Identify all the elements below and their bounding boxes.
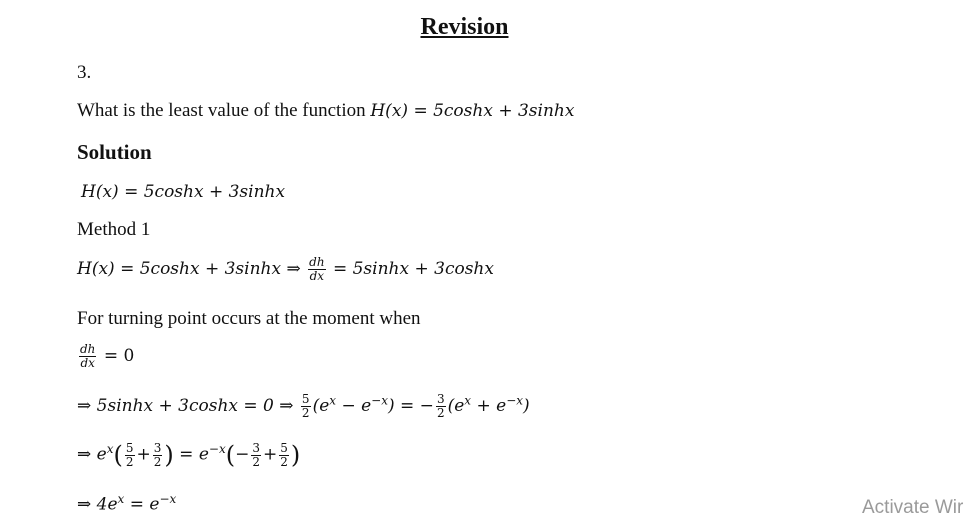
eq4-part: ) bbox=[523, 396, 530, 416]
question-line bbox=[77, 100, 574, 122]
derivative-fraction bbox=[308, 256, 325, 283]
eq6-part: = e bbox=[124, 494, 160, 515]
eq4-part: (e bbox=[447, 396, 465, 416]
page-title: Revision bbox=[420, 14, 509, 40]
frac-denominator: 2 bbox=[125, 454, 134, 469]
method-label: Method 1 bbox=[77, 219, 151, 240]
equation-line-6 bbox=[77, 492, 176, 515]
equation-line-3 bbox=[77, 343, 134, 370]
eq4-part: ) = − bbox=[388, 396, 434, 416]
question-math: H(x) = 5coshx + 3sinhx bbox=[370, 101, 575, 121]
turning-point-text: For turning point occurs at the moment when bbox=[77, 308, 421, 329]
frac-denominator: dx bbox=[80, 356, 95, 370]
eq2-lhs: H(x) = 5coshx + 3sinhx ⇒ bbox=[77, 259, 307, 279]
eq5-part: = e bbox=[173, 444, 209, 465]
frac-denominator: 2 bbox=[153, 454, 162, 469]
exponent: x bbox=[117, 492, 125, 506]
equation-line-2 bbox=[77, 256, 494, 283]
frac-denominator: dx bbox=[309, 269, 325, 283]
frac-numerator: 3 bbox=[436, 392, 445, 406]
frac-numerator: 5 bbox=[125, 440, 134, 455]
exponent: x bbox=[464, 393, 472, 408]
exponent: −x bbox=[159, 492, 177, 506]
operator: − bbox=[235, 444, 250, 465]
eq2-rhs: = 5sinhx + 3coshx bbox=[327, 259, 494, 279]
paren: ( bbox=[113, 441, 123, 469]
paren: ) bbox=[290, 441, 301, 469]
eq5-part: ⇒ e bbox=[77, 444, 107, 465]
fraction bbox=[301, 393, 311, 420]
frac-numerator: dh bbox=[80, 342, 96, 356]
frac-denominator: 2 bbox=[436, 406, 445, 420]
frac-numerator: 5 bbox=[301, 392, 310, 406]
equation-line-4 bbox=[77, 393, 530, 420]
solution-heading: Solution bbox=[77, 140, 152, 164]
exponent: x bbox=[329, 393, 337, 408]
exponent: −x bbox=[371, 393, 388, 408]
derivative-fraction bbox=[79, 343, 96, 370]
exponent: x bbox=[106, 441, 114, 456]
paren: ( bbox=[225, 441, 236, 469]
exponent: −x bbox=[208, 441, 226, 456]
eq4-part: − e bbox=[336, 396, 372, 416]
operator: + bbox=[263, 444, 278, 465]
frac-numerator: dh bbox=[309, 255, 325, 269]
frac-denominator: 2 bbox=[280, 454, 288, 469]
eq4-part: (e bbox=[312, 396, 330, 416]
equation-line-5 bbox=[77, 441, 300, 469]
frac-numerator: 3 bbox=[252, 440, 260, 455]
eq3-rhs: = 0 bbox=[98, 346, 135, 366]
frac-denominator: 2 bbox=[301, 406, 310, 420]
fraction bbox=[125, 442, 135, 469]
fraction bbox=[279, 442, 289, 469]
frac-denominator: 2 bbox=[252, 454, 260, 469]
equation-line-1: H(x) = 5coshx + 3sinhx bbox=[81, 182, 286, 202]
operator: + bbox=[136, 444, 151, 465]
question-number: 3. bbox=[77, 62, 92, 83]
frac-numerator: 5 bbox=[280, 440, 288, 455]
eq4-part: ⇒ 5sinhx + 3coshx = 0 ⇒ bbox=[77, 396, 299, 416]
activation-watermark: Activate Wir bbox=[862, 497, 964, 518]
paren: ) bbox=[164, 441, 174, 469]
fraction bbox=[436, 393, 446, 420]
fraction bbox=[251, 442, 261, 469]
frac-numerator: 3 bbox=[153, 440, 162, 455]
exponent: −x bbox=[506, 393, 524, 408]
eq6-part: ⇒ 4e bbox=[77, 494, 118, 515]
question-text: What is the least value of the function bbox=[77, 100, 371, 121]
eq4-part: + e bbox=[471, 396, 507, 416]
fraction bbox=[153, 442, 163, 469]
